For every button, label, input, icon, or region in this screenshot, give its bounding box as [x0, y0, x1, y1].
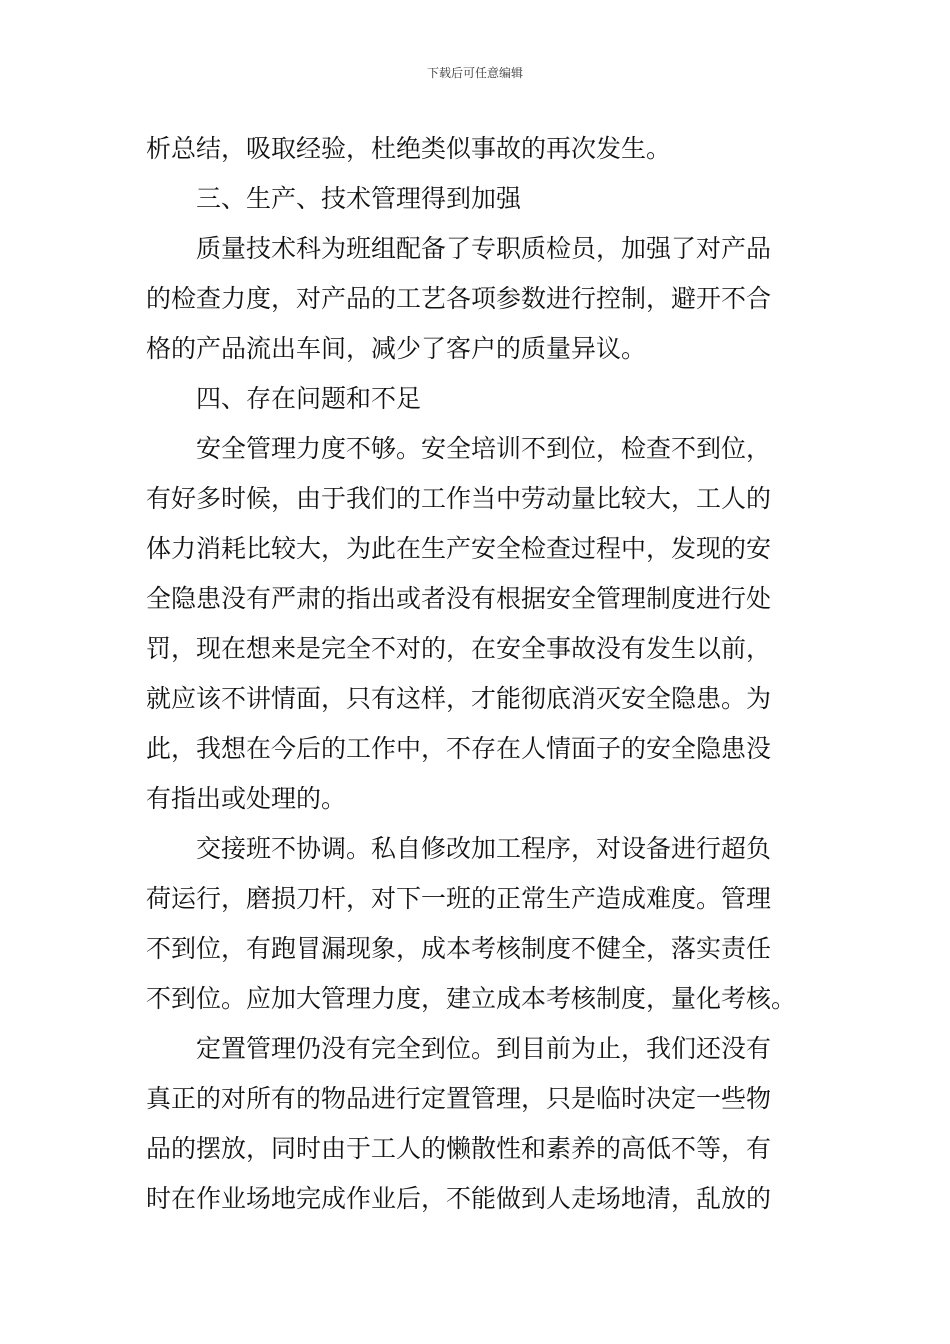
text-line: 真正的对所有的物品进行定置管理，只是临时决定一些物 [146, 1084, 772, 1113]
text-line: 全隐患没有严肃的指出或者没有根据安全管理制度进行处 [146, 584, 772, 613]
text-line: 就应该不讲情面，只有这样，才能彻底消灭安全隐患。为 [146, 684, 772, 713]
text-line: 的检查力度，对产品的工艺各项参数进行控制，避开不合 [146, 284, 772, 313]
text-line: 格的产品流出车间，减少了客户的质量异议。 [146, 334, 647, 363]
text-line: 定置管理仍没有完全到位。到目前为止，我们还没有 [196, 1034, 772, 1063]
section-heading: 三、生产、技术管理得到加强 [196, 184, 522, 213]
text-line: 体力消耗比较大，为此在生产安全检查过程中，发现的安 [146, 534, 772, 563]
text-line: 有指出或处理的。 [146, 784, 347, 813]
text-line: 罚，现在想来是完全不对的，在安全事故没有发生以前， [146, 634, 772, 663]
text-line: 析总结，吸取经验，杜绝类似事故的再次发生。 [146, 134, 672, 163]
text-line: 此，我想在今后的工作中，不存在人情面子的安全隐患没 [146, 734, 772, 763]
text-line: 不到位。应加大管理力度，建立成本考核制度，量化考核。 [146, 984, 797, 1013]
text-line: 荷运行，磨损刀杆，对下一班的正常生产造成难度。管理 [146, 884, 772, 913]
text-line: 质量技术科为班组配备了专职质检员，加强了对产品 [196, 234, 772, 263]
text-line: 不到位，有跑冒漏现象，成本考核制度不健全，落实责任 [146, 934, 772, 963]
page-header: 下载后可任意编辑 [426, 66, 523, 80]
text-line: 交接班不协调。私自修改加工程序，对设备进行超负 [196, 834, 772, 863]
text-line: 安全管理力度不够。安全培训不到位，检查不到位， [196, 434, 772, 463]
section-heading: 四、存在问题和不足 [196, 384, 422, 413]
text-line: 有好多时候，由于我们的工作当中劳动量比较大，工人的 [146, 484, 772, 513]
text-line: 时在作业场地完成作业后，不能做到人走场地清，乱放的 [146, 1184, 772, 1213]
text-line: 品的摆放，同时由于工人的懒散性和素养的高低不等，有 [146, 1134, 772, 1163]
